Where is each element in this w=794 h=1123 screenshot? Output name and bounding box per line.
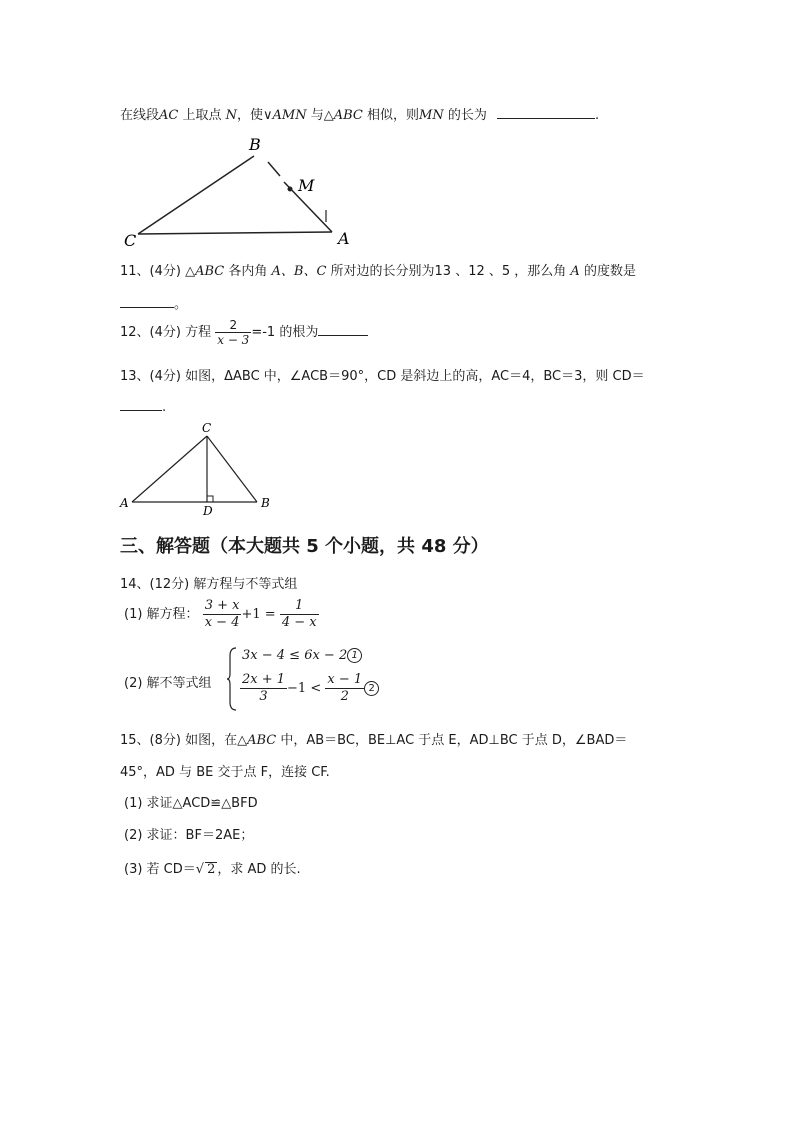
label-b: B [261,496,270,510]
denominator: 2 [340,689,349,704]
math-n: N [225,108,237,123]
sqrt-symbol: √ [195,862,205,877]
label-c: C [202,421,212,435]
question-number: 12、(4分) 方程 [120,325,212,340]
text: 15、(8分) 如图，在 [120,733,238,748]
math-mn: MN [419,108,444,123]
denominator: x − 4 [204,615,240,630]
question-13: 13、(4分) 如图，ΔABC 中，∠ACB＝90°，CD 是斜边上的高，AC＝4，BC＝3，则 CD＝ [120,369,645,384]
text: 在线段 [120,108,160,123]
side-ca [138,232,332,234]
numerator: 3 + x [204,598,240,613]
question-15-line-1 [120,729,627,748]
text: 的度数是 [579,264,636,279]
right-angle-mark [207,496,213,502]
question-14-title: 14、(12分) 解方程与不等式组 [120,577,298,592]
fraction [325,672,364,705]
question-14-part-2-label: (2) 解不等式组 [124,676,212,691]
text: 上取点 [178,108,226,123]
question-15-part-3 [124,858,301,877]
numerator: 1 [280,598,319,615]
section-heading: 三、解答题（本大题共 5 个小题，共 48 分） [120,536,489,557]
text: (3) 若 CD＝ [124,862,196,877]
question-14-part-1 [124,598,319,631]
question-15-line-2: 45°，AD 与 BE 交于点 F，连接 CF. [120,765,330,780]
numerator: 2 [215,318,251,333]
math-a: A [570,264,580,279]
math-abc: △ABC [185,264,225,279]
text: 与 [306,108,324,123]
side-cb [138,156,254,234]
denominator: 4 − x [281,615,317,630]
text: ，求 AD 的长. [217,862,301,877]
text: 各内角 [224,264,272,279]
label-c: C [124,231,137,250]
text: =-1 的根为 [251,325,319,340]
denominator: 3 [259,689,268,704]
side-cb [207,436,257,502]
question-11 [120,260,636,279]
brace [226,646,238,712]
answer-blank-10[interactable] [497,106,595,119]
circled-number: 1 [347,648,362,663]
label-a: A [338,229,350,248]
numerator: x − 1 [327,672,363,687]
text: +1 = [241,607,276,622]
text: 相似，则 [362,108,420,123]
math-angles: A、B、C [271,264,327,279]
text: . [595,108,600,123]
label-b: B [249,135,261,154]
math-ac: AC [159,108,179,123]
fraction [215,318,251,347]
label-d: D [203,504,213,518]
text: −1 < [287,681,322,696]
text: 3x − 4 ≤ 6x − 2 [242,648,348,663]
fraction [203,598,242,631]
numerator: 2x + 1 [242,672,286,687]
question-11-answer [120,293,187,312]
figure-right-triangle [116,420,282,520]
sqrt-radicand: 2 [207,862,216,877]
side-ac [132,436,207,502]
fraction [240,672,287,705]
inequality-1 [242,648,362,663]
question-15-part-1: (1) 求证△ACD≌△BFD [124,796,258,811]
math-amn: ∨AMN [263,108,307,123]
question-10-tail [120,104,599,123]
side-bm-top [268,162,280,176]
fraction [280,598,319,631]
inequality-2 [240,672,379,705]
question-12 [120,318,368,347]
question-15-part-2: (2) 求证：BF＝2AE； [124,828,254,843]
circled-number: 2 [364,681,379,696]
answer-blank-12[interactable] [318,323,368,336]
question-number: 11、(4分) [120,264,186,279]
text: ，使 [237,108,264,123]
text: 中，AB＝BC，BE⊥AC 于点 E，AD⊥BC 于点 D，∠BAD＝ [276,733,628,748]
label-m: M [298,176,315,195]
figure-triangle-abm [118,134,358,252]
math-abc: △ABC [323,108,363,123]
denominator: x − 3 [217,333,250,347]
answer-blank-13[interactable] [120,398,162,411]
part-label: (1) 解方程： [124,607,199,622]
question-13-answer [120,398,166,415]
answer-blank-11[interactable] [120,295,174,308]
point-m [288,187,293,192]
text: 。 [174,297,188,312]
text: 的长为 [443,108,487,123]
math-abc: △ABC [237,733,277,748]
label-a: A [120,496,129,510]
text: 所对边的长分别为13 、12 、5 ，那么角 [326,264,571,279]
text: . [162,400,167,415]
